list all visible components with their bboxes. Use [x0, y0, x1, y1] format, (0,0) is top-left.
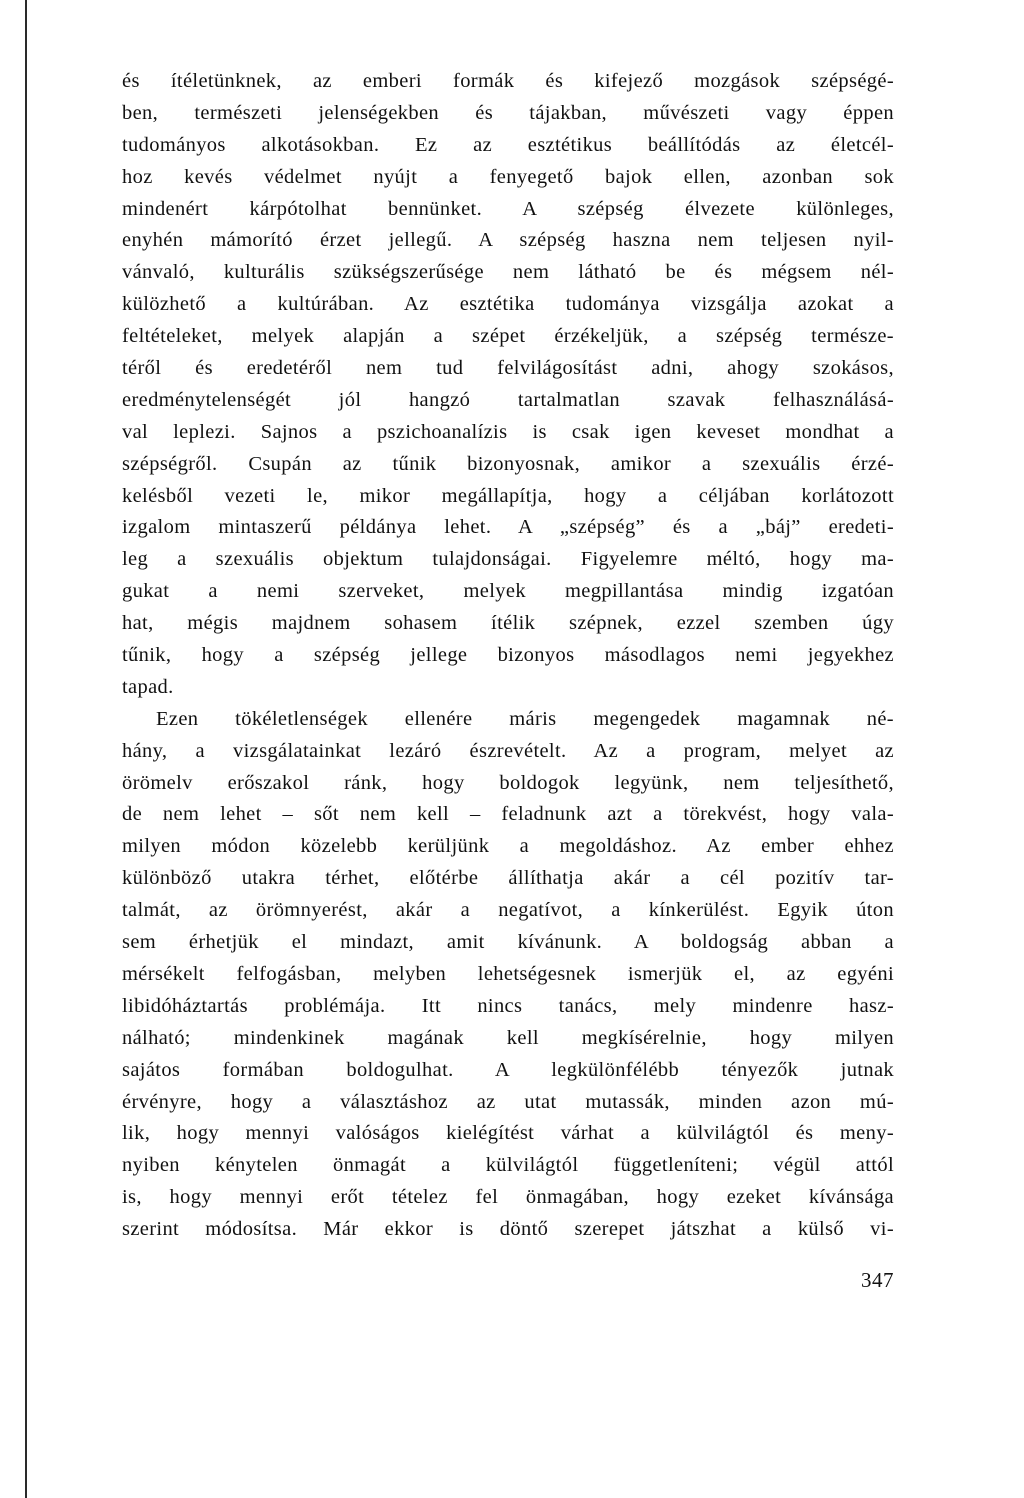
text-line: gukat a nemi szerveket, melyek megpillantása mindig izgatóan: [122, 580, 894, 603]
text-line: sem érhetjük el mindazt, amit kívánunk. A boldogság abban a: [122, 931, 894, 954]
text-line: feltételeket, melyek alapján a szépet érzékeljük, a szépség természe-: [122, 325, 894, 348]
text-line: hány, a vizsgálatainkat lezáró észrevételt. Az a program, melyet az: [122, 739, 894, 762]
text-line: kelésből vezeti le, mikor megállapítja, hogy a céljában korlátozott: [122, 484, 894, 507]
text-line: leg a szexuális objektum tulajdonságai. Figyelemre méltó, hogy ma-: [122, 548, 894, 571]
text-line: tudományos alkotásokban. Ez az esztétikus beállítódás az életcél-: [122, 133, 894, 156]
text-line: nyiben kénytelen önmagát a külvilágtól függetleníteni; végül attól: [122, 1154, 894, 1177]
page-number: 347: [861, 1268, 894, 1292]
text-line: sajátos formában boldogulhat. A legkülönfélébb tényezők jutnak: [122, 1058, 894, 1081]
text-line: izgalom mintaszerű példánya lehet. A „szépség” és a „báj” eredeti-: [122, 516, 894, 539]
text-line: ben, természeti jelenségekben és tájakban, művészeti vagy éppen: [122, 101, 894, 124]
text-line: különböző utakra térhet, előtérbe állíthatja akár a cél pozitív tar-: [122, 867, 894, 890]
text-line: tapad.: [122, 675, 174, 698]
text-line: téről és eredetéről nem tud felvilágosítást adni, ahogy szokásos,: [122, 357, 894, 380]
text-line: és ítéletünknek, az emberi formák és kifejező mozgások szépségé-: [122, 70, 894, 92]
text-line: lik, hogy mennyi valóságos kielégítést várhat a külvilágtól és meny-: [122, 1122, 894, 1145]
text-line: érvényre, hogy a választáshoz az utat mutassák, minden azon mú-: [122, 1090, 894, 1113]
text-line: vánvaló, kulturális szükségszerűsége nem látható be és mégsem nél-: [122, 261, 894, 284]
text-line: hoz kevés védelmet nyújt a fenyegető bajok ellen, azonban sok: [122, 165, 894, 188]
text-line: libidóháztartás problémája. Itt nincs tanács, mely mindenre hasz-: [122, 994, 894, 1017]
text-line: hat, mégis majdnem sohasem ítélik szépnek, ezzel szemben úgy: [122, 612, 894, 635]
text-line: tűnik, hogy a szépség jellege bizonyos másodlagos nemi jegyekhez: [122, 644, 894, 667]
text-line: örömelv erőszakol ránk, hogy boldogok legyünk, nem teljesíthető,: [122, 771, 894, 794]
text-line: milyen módon közelebb kerüljünk a megoldáshoz. Az ember ehhez: [122, 835, 894, 858]
text-line: szerint módosítsa. Már ekkor is döntő szerepet játszhat a külső vi-: [122, 1218, 894, 1241]
text-line: is, hogy mennyi erőt tételez fel önmagában, hogy ezeket kívánsága: [122, 1186, 894, 1209]
text-line: de nem lehet – sőt nem kell – feladnunk azt a törekvést, hogy vala-: [122, 803, 894, 826]
text-line: talmát, az örömnyerést, akár a negatívot, a kínkerülést. Egyik úton: [122, 899, 894, 922]
text-line: mindenért kárpótolhat bennünket. A szépség élvezete különleges,: [122, 197, 894, 220]
text-line: szépségről. Csupán az tűnik bizonyosnak, amikor a szexuális érzé-: [122, 452, 894, 475]
text-line: nálható; mindenkinek magának kell megkísérelnie, hogy milyen: [122, 1026, 894, 1049]
text-line: külözhető a kultúrában. Az esztétika tudománya vizsgálja azokat a: [122, 293, 894, 316]
page-body: [122, 66, 894, 1246]
scan-edge-line: [25, 0, 27, 1498]
text-line: mérsékelt felfogásban, melyben lehetségesnek ismerjük el, az egyéni: [122, 962, 894, 985]
text-line: val leplezi. Sajnos a pszichoanalízis is csak igen keveset mondhat a: [122, 420, 894, 443]
text-line: Ezen tökéletlenségek ellenére máris megengedek magamnak né-: [156, 707, 894, 730]
text-line: eredménytelenségét jól hangzó tartalmatlan szavak felhasználásá-: [122, 388, 894, 411]
text-line: enyhén mámorító érzet jellegű. A szépség haszna nem teljesen nyil-: [122, 229, 894, 252]
